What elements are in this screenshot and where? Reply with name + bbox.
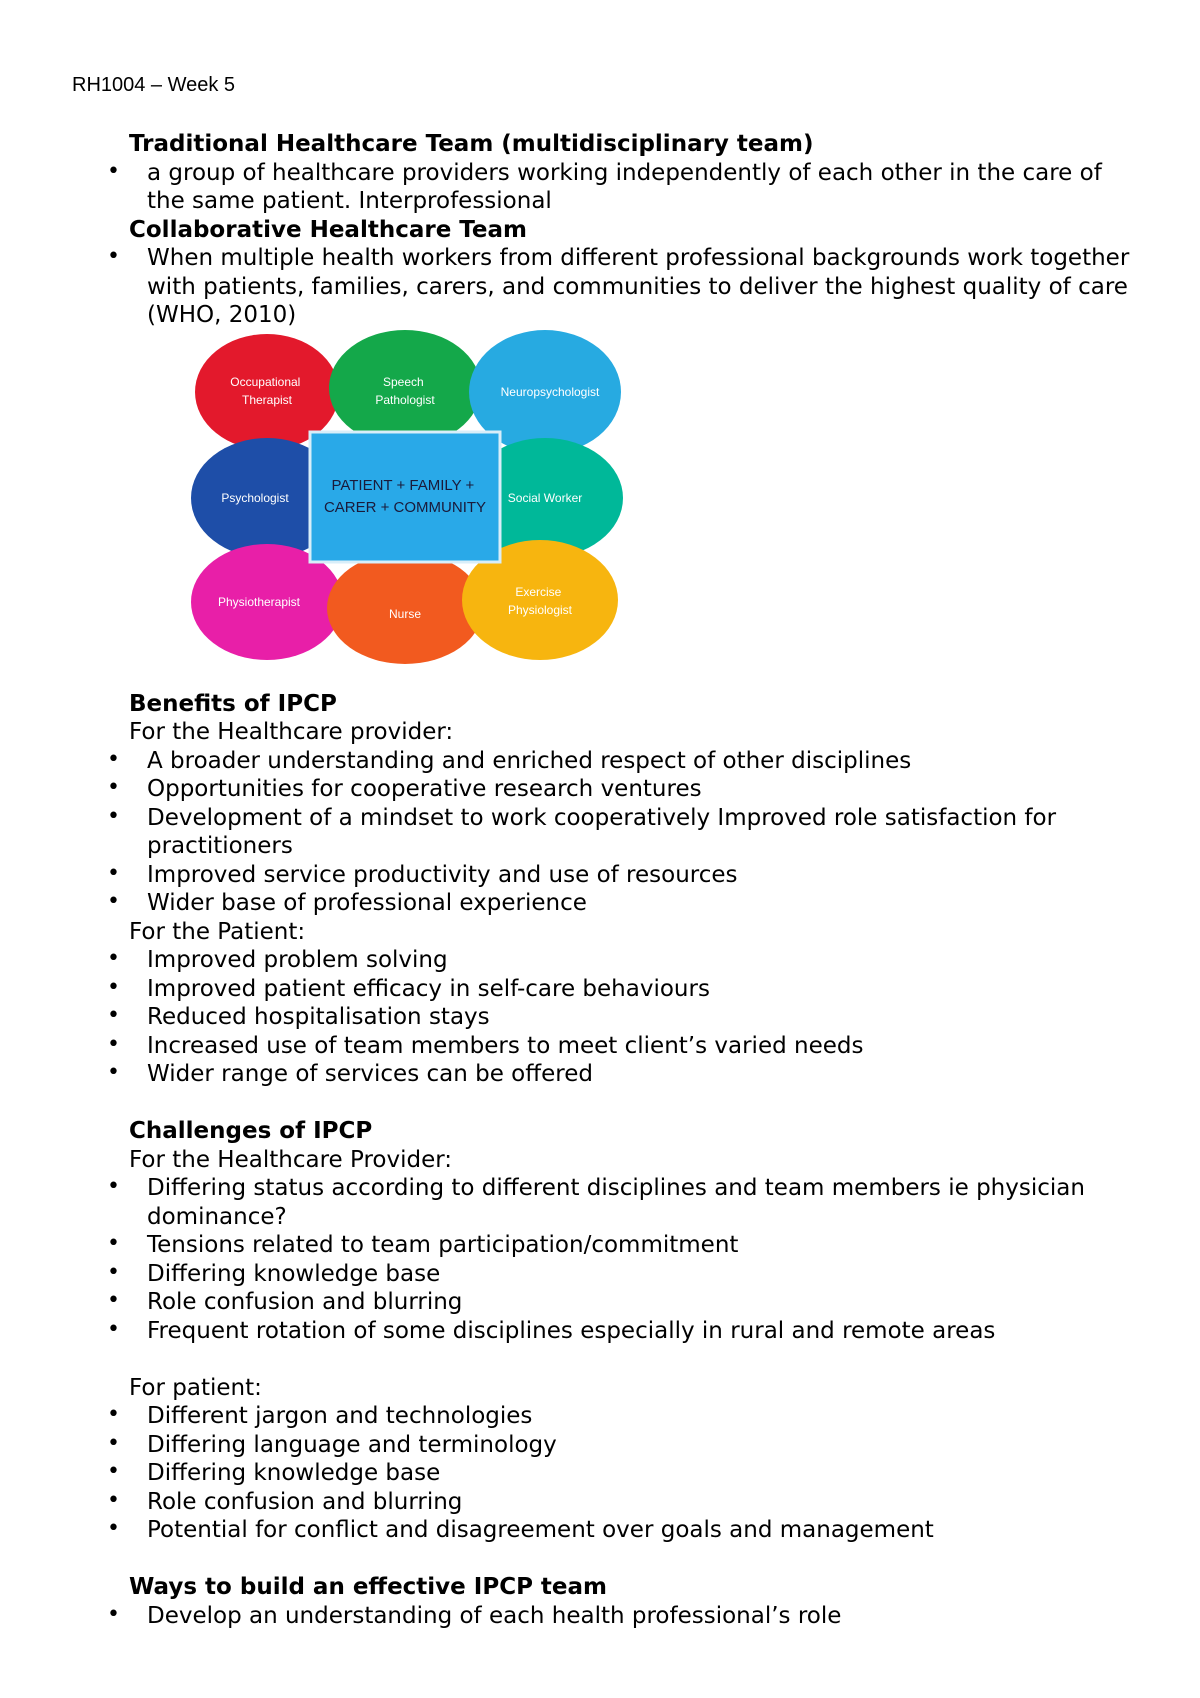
label-line: Exercise (515, 584, 562, 599)
challenges-heading: Challenges of IPCP (129, 1118, 373, 1144)
list-item: • Improved patient efficacy in self-care behaviours (147, 975, 1137, 1004)
list-item: • When multiple health workers from different professional backgrounds work together with patients, families, carers, and communities to deliver the highest quality of care (WHO, 2010) (147, 244, 1137, 330)
center-label-line: CARER + COMMUNITY (323, 498, 487, 516)
benefits-patient-label: For the Patient: (129, 918, 306, 945)
document-body (0, 130, 1200, 1630)
center-label-line: PATIENT + FAMILY + (331, 476, 475, 494)
physiotherapist-label: Physiotherapist (217, 594, 301, 609)
list-item: • Role confusion and blurring (147, 1488, 1137, 1517)
label-line: Pathologist (375, 392, 435, 407)
ways-heading: Ways to build an effective IPCP team (129, 1574, 608, 1600)
list-item: • Differing knowledge base (147, 1260, 1137, 1289)
challenges-provider-list (0, 1174, 1200, 1345)
label-line: Speech (382, 374, 424, 389)
list-item: • Wider base of professional experience (147, 889, 1137, 918)
document-header: RH1004 – Week 5 (72, 74, 236, 96)
label-line: Therapist (241, 392, 293, 407)
list-item: • Frequent rotation of some disciplines especially in rural and remote areas (147, 1317, 1137, 1346)
list-item: • Development of a mindset to work cooperatively Improved role satisfaction for practitioners (147, 804, 1137, 861)
traditional-team-list (0, 159, 1200, 216)
spacer (0, 1345, 1200, 1374)
challenges-provider-label: For the Healthcare Provider: (129, 1146, 453, 1173)
benefits-provider-list (0, 747, 1200, 918)
benefits-heading: Benefits of IPCP (129, 690, 337, 717)
team-circles-graphic (185, 330, 625, 670)
list-item: • Role confusion and blurring (147, 1288, 1137, 1317)
list-item: • Tensions related to team participation/commitment (147, 1231, 1137, 1260)
collaborative-team-heading: Collaborative Healthcare Team (129, 216, 528, 243)
collaborative-team-list (0, 244, 1200, 330)
ways-list (0, 1602, 1200, 1631)
center-box (310, 432, 500, 562)
challenges-patient-label: For patient: (129, 1374, 262, 1401)
list-item: • Potential for conflict and disagreement over goals and management (147, 1516, 1137, 1545)
label-line: Physiologist (507, 602, 573, 617)
list-item: • A broader understanding and enriched respect of other disciplines (147, 747, 1137, 776)
ipcp-team-diagram (0, 330, 1200, 690)
list-item: • Differing status according to different disciplines and team members ie physician dominance? (147, 1174, 1137, 1231)
benefits-provider-label: For the Healthcare provider: (129, 719, 454, 745)
list-item: • Develop an understanding of each health professional’s role (147, 1602, 1137, 1631)
list-item: • Differing knowledge base (147, 1459, 1137, 1488)
traditional-team-heading: Traditional Healthcare Team (multidisciplinary team) (129, 131, 814, 157)
nurse-label: Nurse (388, 606, 422, 621)
list-item: • Wider range of services can be offered (147, 1060, 1137, 1089)
list-item: • Reduced hospitalisation stays (147, 1003, 1137, 1032)
challenges-patient-list (0, 1402, 1200, 1545)
spacer (0, 1545, 1200, 1574)
list-item: • Improved service productivity and use of resources (147, 861, 1137, 890)
list-item: • Differing language and terminology (147, 1431, 1137, 1460)
label-line: Occupational (230, 374, 301, 389)
list-item: • Different jargon and technologies (147, 1402, 1137, 1431)
psychologist-label: Psychologist (221, 490, 289, 505)
list-item: • Opportunities for cooperative research ventures (147, 775, 1137, 804)
spacer (0, 1089, 1200, 1118)
list-item: • Improved problem solving (147, 946, 1137, 975)
benefits-patient-list (0, 946, 1200, 1089)
list-item: • Increased use of team members to meet client’s varied needs (147, 1032, 1137, 1061)
list-item: • a group of healthcare providers working independently of each other in the care of the same patient. Interprofessional (147, 159, 1137, 216)
neuropsychologist-label: Neuropsychologist (500, 384, 600, 399)
social-worker-label: Social Worker (507, 490, 583, 505)
